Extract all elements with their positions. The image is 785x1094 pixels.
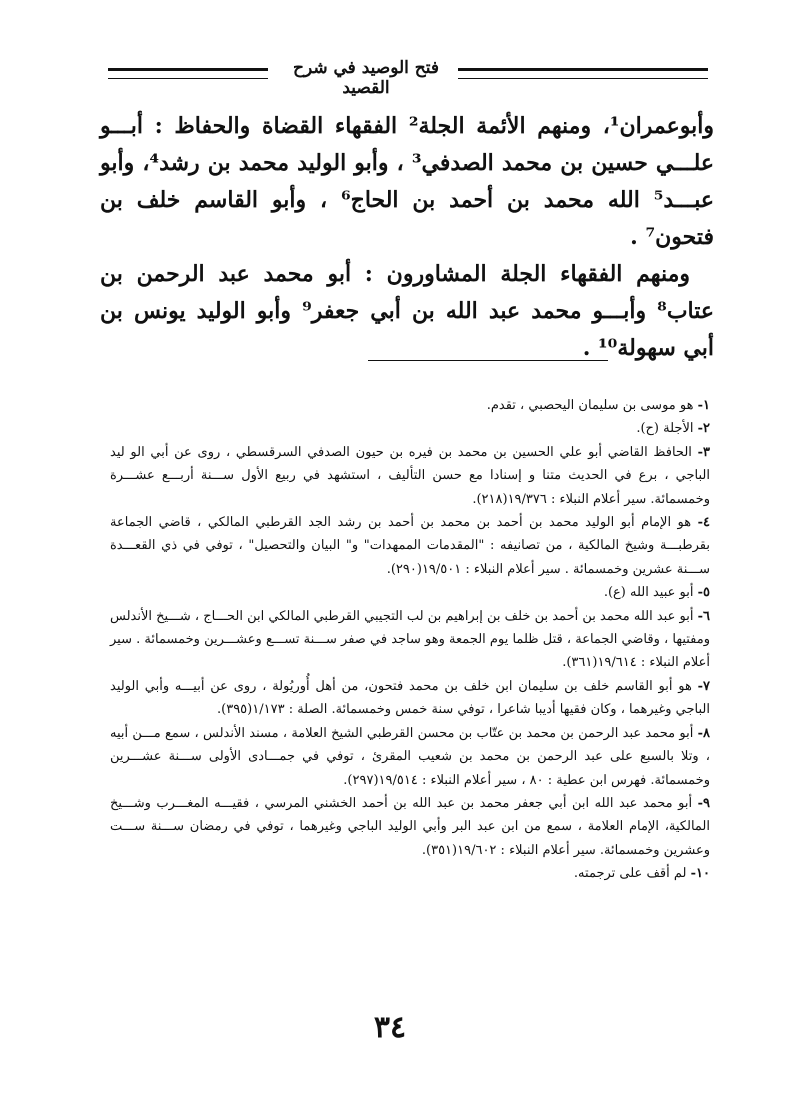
footnote-text: لم أقف على ترجمته. (573, 866, 687, 882)
footnote-number: ١٠- (690, 866, 710, 882)
main-paragraph: وأبوعمران¹، ومنهم الأئمة الجلة² الفقهاء القضاة والحفاظ : أبـــو علـــي حسين بن محمد الصدفي³ ، وأبو الوليد محمد بن رشد⁴، وأبو عبـــد⁵ الله محمد بن أحمد بن الحاج⁶ ، وأبو القاسم خلف بن فتحون⁷ . (100, 113, 715, 250)
footnote (110, 394, 710, 417)
footnote (110, 605, 710, 675)
footnote-number: ٢- (697, 421, 710, 437)
footnote-text: أبو محمد عبد الرحمن بن محمد بن عتّاب بن محسن القرطبي الشيخ العلامة ، مسند الأندلس ، سمع مـــن أبيه ، وتلا بالسبع على عبد الرحمن بن محمد بن شعيب المقرئ ، توفي في جمـــادى الأولى ســـنة عشـــرين وخمسمائة. فهرس ابن عطية : ٨٠ ، سير أعلام النبلاء : ١٩/٥١٤(٢٩٧). (110, 725, 710, 788)
footnote-text: هو الإمام أبو الوليد محمد بن أحمد بن محمد بن أحمد بن رشد الجد القرطبي المالكي ، قاضي الجماعة بقرطبـــة وشيخ المالكية ، من تصانيفه : "المقدمات الممهدات" و" البيان والتحصيل" ، توفي في ذي القعـــدة ســـنة عشرين وخمسمائة . سير أعلام النبلاء : ١٩/٥٠١(٢٩٠). (110, 515, 710, 577)
main-text (100, 108, 714, 367)
header-rule-left (108, 68, 268, 79)
main-paragraph: ومنهم الفقهاء الجلة المشاورون : أبو محمد عبد الرحمن بن عتاب⁸ وأبـــو محمد عبد الله بن أبي جعفر⁹ وأبو الوليد يونس بن أبي سهولة¹⁰ . (100, 261, 714, 361)
footnote-number: ٩- (697, 795, 710, 811)
footnote-number: ٣- (697, 444, 710, 460)
footnote-text: أبو محمد عبد الله ابن أبي جعفر محمد بن عبد الله بن أحمد الخشني المرسي ، فقيـــه المغـــرب وشـــيخ المالكية، الإمام العلامة ، سمع من ابن عبد البر وأبي الوليد الباجي وغيرهما ، توفي في رمضان ســـنة ســـت وعشرين وخمسمائة. سير أعلام النبلاء : ١٩/٦٠٢(٣٥١). (110, 795, 710, 858)
header-rule-right (458, 68, 708, 79)
footnote (110, 862, 710, 885)
footnote (110, 441, 710, 511)
footnote-number: ٨- (697, 725, 710, 741)
footnote-number: ١- (697, 398, 710, 413)
footnote (110, 581, 710, 604)
footnote (110, 722, 710, 792)
header-title: فتح الوصيد في شرح القصيد (292, 58, 440, 98)
footnote-number: ٥- (697, 585, 710, 601)
footnote-number: ٧- (697, 678, 710, 694)
footnote (110, 792, 710, 862)
footnote-number: ٤- (697, 515, 710, 531)
footnote-text: الأجلة (ح). (636, 421, 694, 437)
footnote-number: ٦- (697, 608, 710, 624)
footnote-separator (368, 360, 608, 361)
footnote (110, 511, 710, 581)
footnote-text: هو أبو القاسم خلف بن سليمان ابن خلف بن محمد فتحون، من أهل أُوريُولة ، روى عن أبيـــه وأبي الوليد الباجي وغيرهما ، وكان فقيها أديبا شاعرا ، توفي سنة خمس وخمسمائة. الصلة : ١/١٧٣(٣٩٥). (110, 678, 710, 718)
footnote-text: هو موسى بن سليمان اليحصبي ، تقدم. (486, 398, 694, 413)
running-header (108, 58, 708, 98)
footnote-text: الحافظ القاضي أبو علي الحسين بن محمد بن فيره بن حيون الصدفي السرقسطي ، روى عن أبي الو ليد الباجي ، برع في الحديث متنا و إسنادا مع حسن التأليف ، استشهد في ربيع الأول ســـنة أربـــع عشـــرة وخمسمائة. سير أعلام النبلاء : ١٩/٣٧٦(٢١٨). (110, 444, 710, 507)
footnote-text: أبو عبيد الله (ع). (603, 585, 694, 601)
page-number: ٣٤ (373, 1010, 407, 1045)
footnote-text: أبو عبد الله محمد بن أحمد بن خلف بن إبراهيم بن لب التجيبي القرطبي المالكي ابن الحـــاج ، شـــيخ الأندلس ومفتيها ، وقاضي الجماعة ، قتل ظلما يوم الجمعة وهو ساجد في صفر ســـنة تســـع وعشـــرين وخمسمائة . سير أعلام النبلاء : ١٩/٦١٤(٣٦١). (110, 608, 710, 671)
footnote (110, 417, 710, 440)
footnotes (110, 394, 710, 886)
footnote (110, 675, 710, 722)
